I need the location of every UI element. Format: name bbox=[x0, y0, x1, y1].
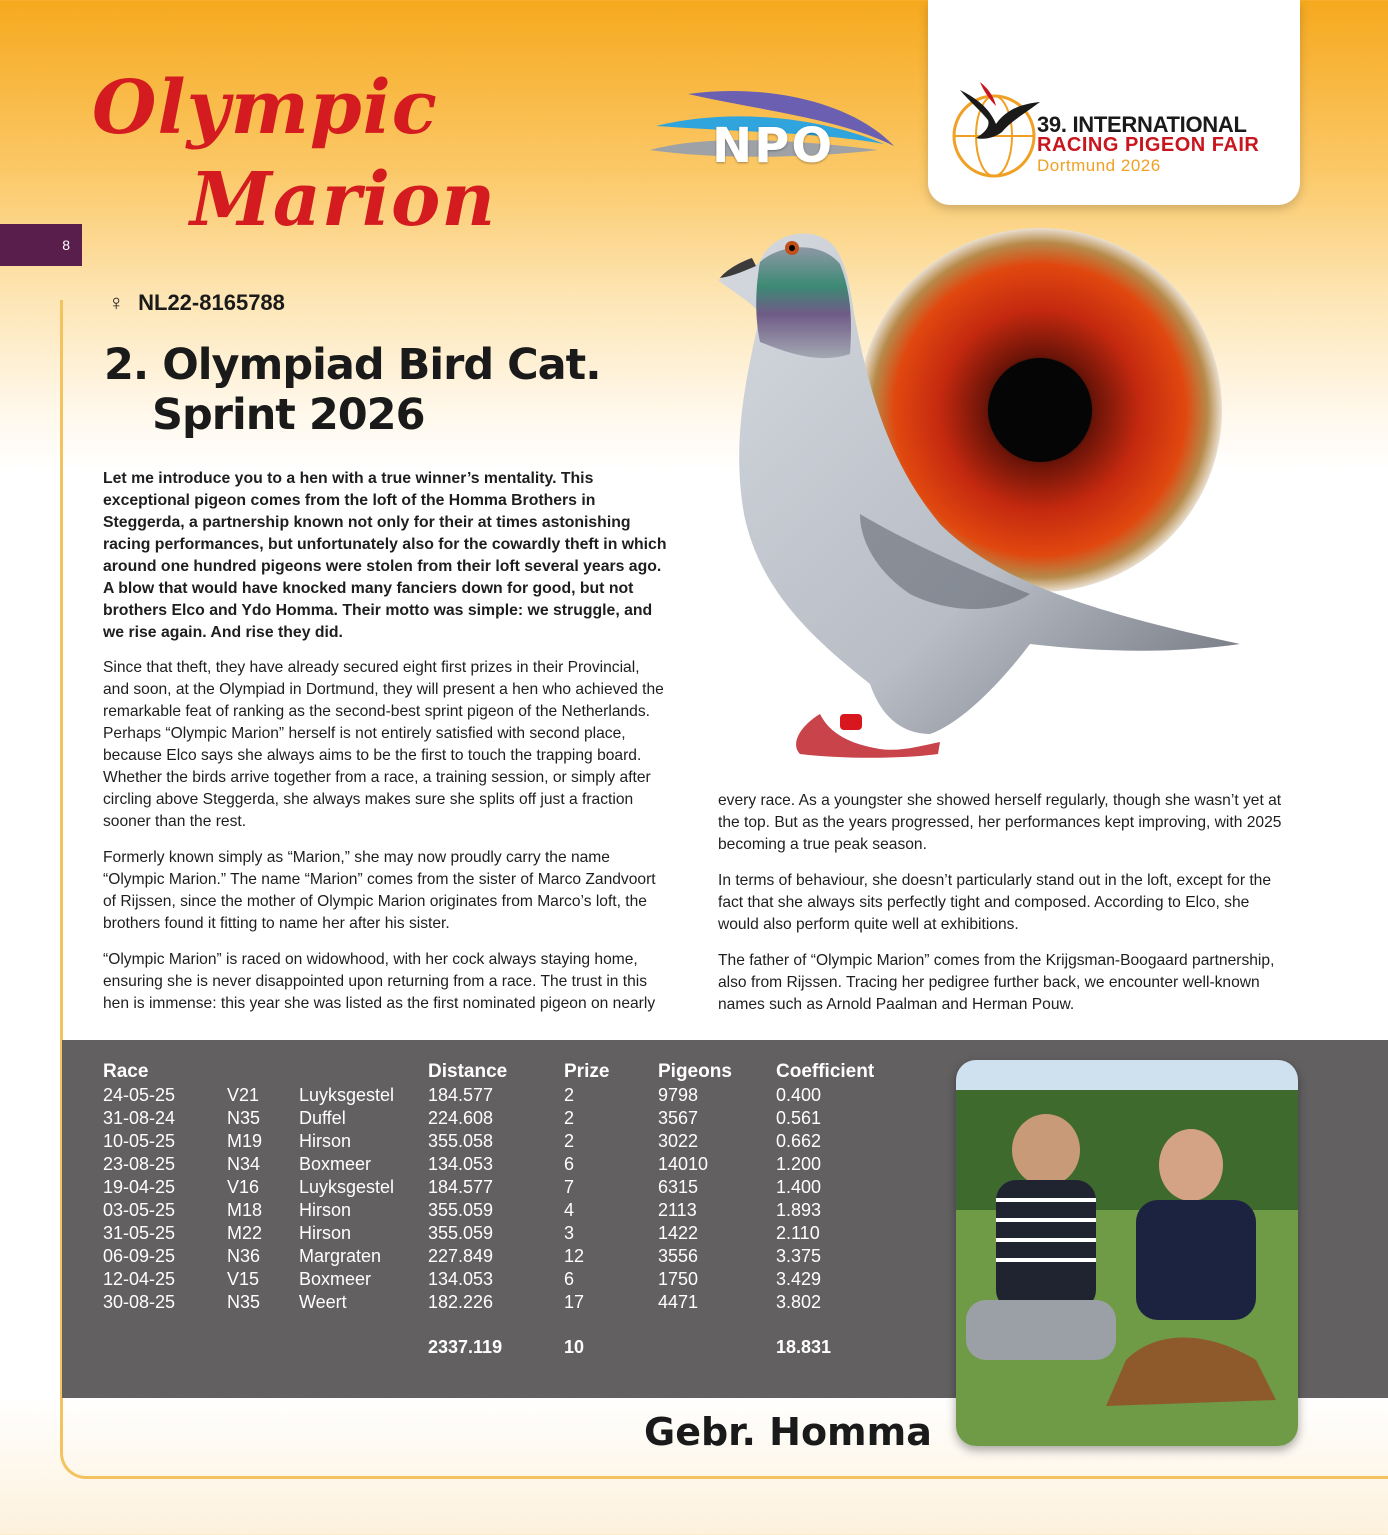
race-distance: 355.058 bbox=[428, 1131, 494, 1151]
race-pigeons: 1750 bbox=[658, 1269, 699, 1289]
race-location: Duffel bbox=[299, 1108, 346, 1128]
col-header-coefficient: Coefficient bbox=[776, 1061, 875, 1082]
ring-number-text: NL22-8165788 bbox=[138, 290, 285, 315]
fair-title-line-3: Dortmund 2026 bbox=[1037, 156, 1161, 175]
female-symbol-icon: ♀ bbox=[108, 290, 125, 315]
article-paragraph: Since that theft, they have already secured eight first prizes in their Provincial, and soon, at the Olympiad in Dortmund, they will present a hen who achieved the remarkable feat of ranking as the second-best sprint pigeon of the Netherlands. Perhaps “Olympic Marion” herself is not entirely satisfied with second place, because Elco says she always aims to be the first to touch the trapping board. Whether the birds arrive together from a race, a training session, or simply after circling above Steggerda, she always makes sure she splits off just a fraction sooner than the rest. bbox=[103, 659, 664, 830]
race-distance: 184.577 bbox=[428, 1177, 494, 1197]
race-code: M19 bbox=[227, 1131, 263, 1151]
race-distance: 355.059 bbox=[428, 1223, 494, 1243]
owner-name: Gebr. Homma bbox=[644, 1410, 932, 1454]
article-paragraph: every race. As a youngster she showed herself regularly, though she wasn’t yet at the top. But as the years progressed, her performances kept improving, with 2025 becoming a true peak season. bbox=[718, 792, 1282, 853]
page-number: 8 bbox=[62, 237, 70, 253]
npo-logo-text: NPO bbox=[712, 118, 835, 174]
race-coefficient: 3.429 bbox=[776, 1269, 822, 1289]
results-row bbox=[103, 1153, 906, 1176]
race-code: V21 bbox=[227, 1085, 260, 1105]
race-date: 31-05-25 bbox=[103, 1223, 176, 1243]
achievement-headline bbox=[104, 340, 664, 440]
results-row bbox=[103, 1268, 906, 1291]
race-pigeons: 2113 bbox=[658, 1200, 697, 1220]
total-prize: 10 bbox=[564, 1337, 585, 1357]
race-pigeons: 3567 bbox=[658, 1108, 699, 1128]
race-pigeons: 1422 bbox=[658, 1223, 699, 1243]
race-location: Luyksgestel bbox=[299, 1177, 395, 1197]
race-prize: 6 bbox=[564, 1154, 575, 1174]
race-date: 19-04-25 bbox=[103, 1177, 176, 1197]
race-location: Boxmeer bbox=[299, 1269, 372, 1289]
race-code: M18 bbox=[227, 1200, 263, 1220]
col-header-location bbox=[299, 1060, 428, 1084]
results-header-row bbox=[103, 1060, 906, 1084]
article-paragraph: The father of “Olympic Marion” comes from the Krijgsman-Boogaard partnership, also from Rijssen. Tracing her pedigree further back, we encounter well-known names such as Arnold Paalman and Herman Pouw. bbox=[718, 952, 1275, 1013]
results-table bbox=[103, 1060, 906, 1359]
results-row bbox=[103, 1245, 906, 1268]
total-distance: 2337.119 bbox=[428, 1337, 503, 1357]
race-coefficient: 1.893 bbox=[776, 1200, 822, 1220]
race-location: Hirson bbox=[299, 1200, 352, 1220]
results-row bbox=[103, 1107, 906, 1130]
race-prize: 2 bbox=[564, 1131, 575, 1151]
article-column-left bbox=[103, 657, 668, 1029]
race-pigeons: 6315 bbox=[658, 1177, 699, 1197]
race-location: Margraten bbox=[299, 1246, 382, 1266]
race-coefficient: 1.200 bbox=[776, 1154, 822, 1174]
results-row bbox=[103, 1084, 906, 1107]
pigeon-and-eye-photo bbox=[700, 214, 1260, 774]
article-column-right bbox=[718, 790, 1288, 1030]
article-paragraph: In terms of behaviour, she doesn’t particularly stand out in the loft, except for the fact that she always sits perfectly tight and composed. According to Elco, she would also perform quite well at exhibitions. bbox=[718, 872, 1272, 933]
results-row bbox=[103, 1222, 906, 1245]
race-code: N35 bbox=[227, 1108, 261, 1128]
race-prize: 3 bbox=[564, 1223, 575, 1243]
results-row bbox=[103, 1291, 906, 1314]
col-header-pigeons: Pigeons bbox=[658, 1061, 732, 1082]
fair-title-line-1: 39. INTERNATIONAL bbox=[1037, 112, 1247, 137]
race-date: 10-05-25 bbox=[103, 1131, 176, 1151]
race-location: Boxmeer bbox=[299, 1154, 372, 1174]
race-prize: 17 bbox=[564, 1292, 585, 1312]
race-location: Weert bbox=[299, 1292, 347, 1312]
race-code: N35 bbox=[227, 1292, 261, 1312]
race-location: Luyksgestel bbox=[299, 1085, 395, 1105]
race-distance: 355.059 bbox=[428, 1200, 494, 1220]
race-code: N34 bbox=[227, 1154, 261, 1174]
race-coefficient: 0.400 bbox=[776, 1085, 822, 1105]
race-prize: 2 bbox=[564, 1108, 575, 1128]
article-paragraph: Formerly known simply as “Marion,” she may now proudly carry the name “Olympic Marion.” The name “Marion” comes from the sister of Marco Zandvoort of Rijssen, since the mother of Olympic Marion originates from Marco’s loft, the brothers found it fitting to name her after his sister. bbox=[103, 849, 656, 932]
race-coefficient: 3.375 bbox=[776, 1246, 822, 1266]
race-code: M22 bbox=[227, 1223, 263, 1243]
race-coefficient: 0.662 bbox=[776, 1131, 822, 1151]
race-date: 31-08-24 bbox=[103, 1108, 176, 1128]
race-pigeons: 3556 bbox=[658, 1246, 699, 1266]
race-location: Hirson bbox=[299, 1131, 352, 1151]
col-header-prize: Prize bbox=[564, 1061, 610, 1082]
race-distance: 184.577 bbox=[428, 1085, 494, 1105]
results-row bbox=[103, 1199, 906, 1222]
fair-pigeon-globe-logo bbox=[950, 80, 1050, 180]
race-coefficient: 3.802 bbox=[776, 1292, 822, 1312]
race-distance: 224.608 bbox=[428, 1108, 494, 1128]
title-line-1: Olympic bbox=[92, 65, 438, 151]
race-code: V16 bbox=[227, 1177, 260, 1197]
headline-line-2: Sprint 2026 bbox=[152, 390, 425, 440]
pigeon-name-title bbox=[92, 62, 512, 246]
race-distance: 134.053 bbox=[428, 1269, 494, 1289]
race-prize: 2 bbox=[564, 1085, 575, 1105]
race-pigeons: 4471 bbox=[658, 1292, 699, 1312]
page-number-tab bbox=[0, 224, 82, 266]
results-totals-row bbox=[103, 1314, 906, 1359]
article-intro: Let me introduce you to a hen with a true winner’s mentality. This exceptional pigeon comes from the loft of the Homma Brothers in Steggerda, a partnership known not only for their at times astonishing racing performances, but unfortunately also for the cowardly theft in which around one hundred pigeons were stolen from their loft several years ago. A blow that would have knocked many fanciers down for good, but not brothers Elco and Ydo Homma. Their motto was simple: we struggle, and we rise again. And rise they did. bbox=[103, 470, 667, 641]
race-distance: 134.053 bbox=[428, 1154, 494, 1174]
race-date: 06-09-25 bbox=[103, 1246, 176, 1266]
race-prize: 4 bbox=[564, 1200, 575, 1220]
fair-title-line-2: RACING PIGEON FAIR bbox=[1037, 134, 1260, 156]
race-pigeons: 14010 bbox=[658, 1154, 709, 1174]
race-distance: 182.226 bbox=[428, 1292, 494, 1312]
race-coefficient: 2.110 bbox=[776, 1223, 820, 1243]
race-date: 12-04-25 bbox=[103, 1269, 176, 1289]
race-prize: 7 bbox=[564, 1177, 575, 1197]
race-date: 30-08-25 bbox=[103, 1292, 176, 1312]
total-coefficient: 18.831 bbox=[776, 1337, 832, 1357]
race-coefficient: 1.400 bbox=[776, 1177, 822, 1197]
title-line-2: Marion bbox=[190, 157, 497, 243]
race-date: 24-05-25 bbox=[103, 1085, 176, 1105]
headline-line-1: 2. Olympiad Bird Cat. bbox=[104, 340, 601, 390]
race-prize: 6 bbox=[564, 1269, 575, 1289]
race-pigeons: 3022 bbox=[658, 1131, 699, 1151]
results-row bbox=[103, 1176, 906, 1199]
results-row bbox=[103, 1130, 906, 1153]
race-date: 23-08-25 bbox=[103, 1154, 176, 1174]
race-pigeons: 9798 bbox=[658, 1085, 699, 1105]
race-code: V15 bbox=[227, 1269, 260, 1289]
race-distance: 227.849 bbox=[428, 1246, 494, 1266]
col-header-code bbox=[227, 1060, 299, 1084]
race-date: 03-05-25 bbox=[103, 1200, 176, 1220]
race-location: Hirson bbox=[299, 1223, 352, 1243]
article-paragraph: “Olympic Marion” is raced on widowhood, with her cock always staying home, ensuring she is never disappointed upon returning from a race. The trust in this hen is immense: this year she was listed as the first nominated pigeon on nearly bbox=[103, 951, 656, 1012]
col-header-distance: Distance bbox=[428, 1061, 508, 1082]
race-code: N36 bbox=[227, 1246, 261, 1266]
owners-photo bbox=[956, 1060, 1298, 1446]
race-coefficient: 0.561 bbox=[776, 1108, 822, 1128]
ring-number bbox=[108, 290, 285, 316]
race-prize: 12 bbox=[564, 1246, 585, 1266]
col-header-race: Race bbox=[103, 1061, 149, 1082]
